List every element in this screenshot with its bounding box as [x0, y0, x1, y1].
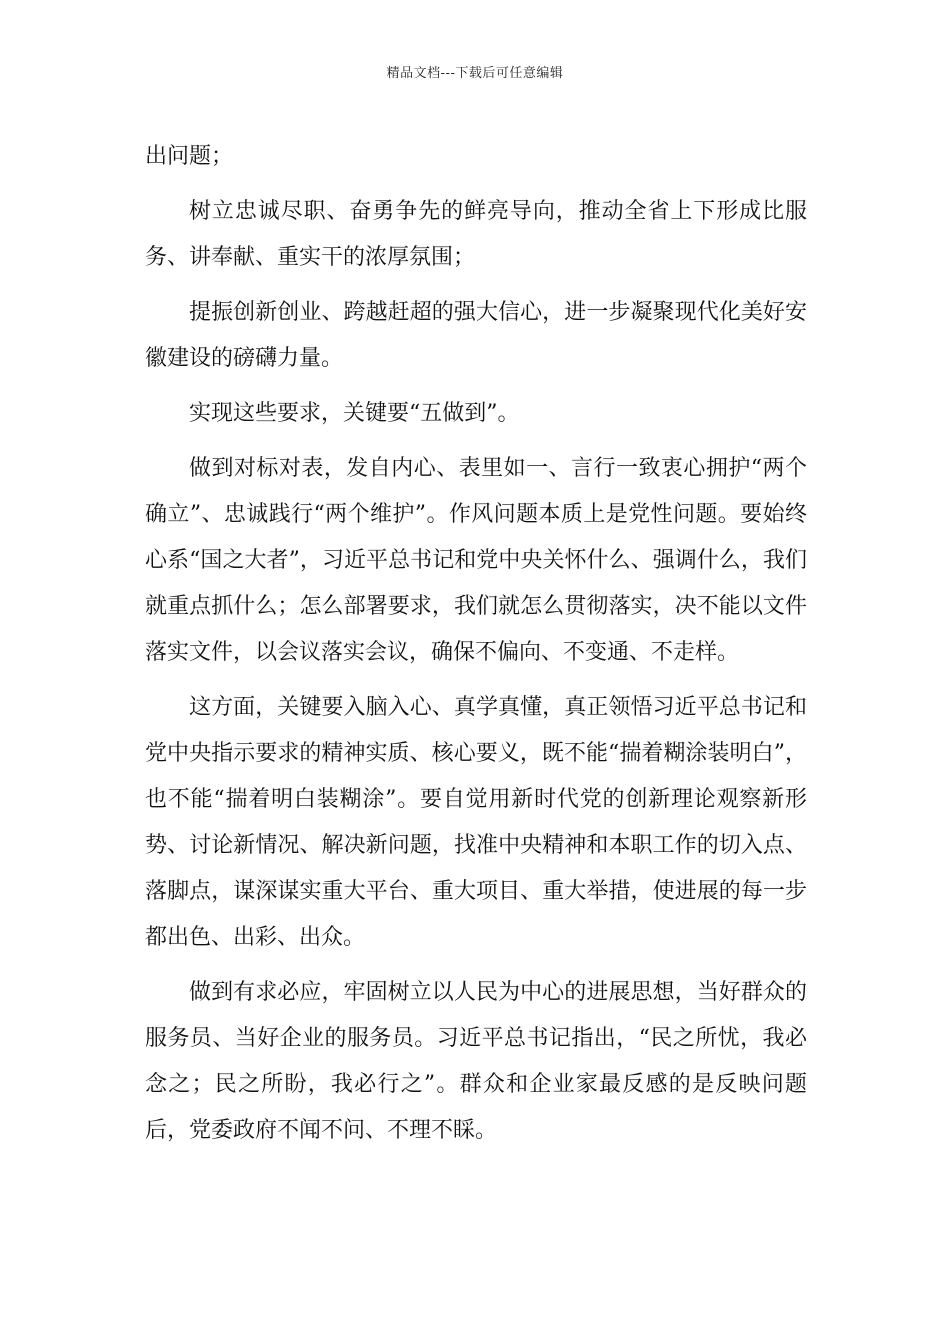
- page-header: 精品文档---下载后可任意编辑: [386, 66, 564, 81]
- paragraph-4: 实现这些要求，关键要“五做到”。: [189, 401, 520, 426]
- paragraph-1: 出问题；: [145, 144, 234, 169]
- paragraph-2: 树立忠诚尽职、奋勇争先的鲜亮导向，推动全省上下形成比服务、讲奉献、重实干的浓厚氛围；: [145, 199, 807, 270]
- document-body: [145, 134, 807, 1154]
- paragraph-5: 做到对标对表，发自内心、表里如一、言行一致衷心拥护“两个确立”、忠诚践行“两个维护”。作风问题本质上是党性问题。要始终心系“国之大者”，习近平总书记和党中央关怀什么、强调什么，我们就重点抓什么；怎么部署要求，我们就怎么贯彻落实，决不能以文件落实文件，以会议落实会议，确保不偏向、不变通、不走样。: [145, 456, 807, 665]
- paragraph-7: 做到有求必应，牢固树立以人民为中心的进展思想，当好群众的服务员、当好企业的服务员。习近平总书记指出，“民之所忧，我必念之；民之所盼，我必行之”。群众和企业家最反感的是反映问题后，党委政府不闻不问、不理不睬。: [145, 980, 807, 1143]
- paragraph-3: 提振创新创业、跨越赶超的强大信心，进一步凝聚现代化美好安徽建设的磅礴力量。: [145, 300, 807, 371]
- paragraph-6: 这方面，关键要入脑入心、真学真懂，真正领悟习近平总书记和党中央指示要求的精神实质、核心要义，既不能“揣着糊涂装明白”，也不能“揣着明白装糊涂”。要自觉用新时代党的创新理论观察新形势、讨论新情况、解决新问题，找准中央精神和本职工作的切入点、落脚点，谋深谋实重大平台、重大项目、重大举措，使进展的每一步都出色、出彩、出众。: [145, 695, 807, 950]
